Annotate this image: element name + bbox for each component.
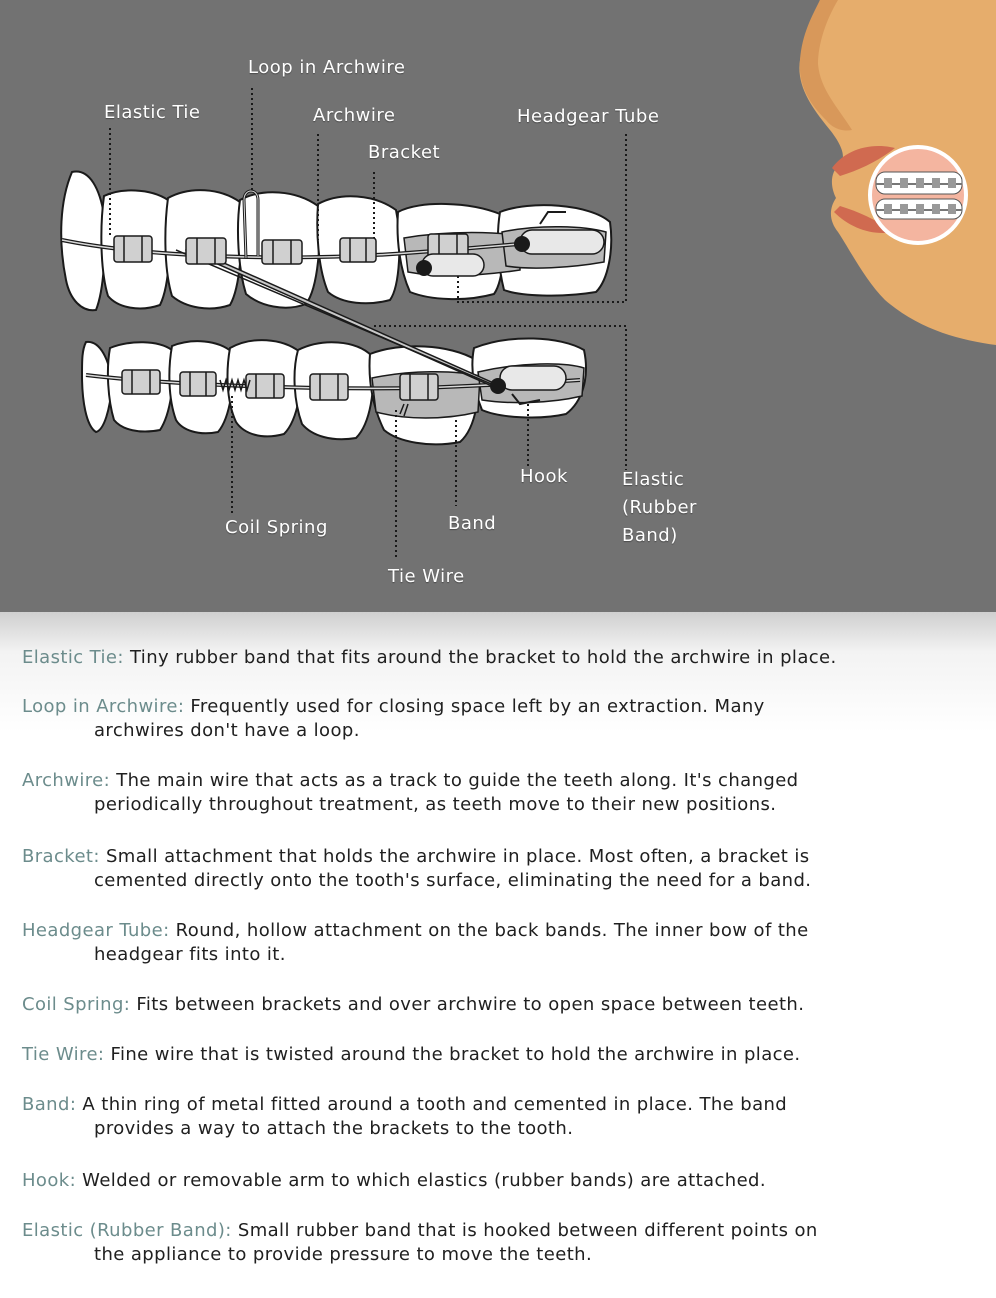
glossary-definition: The main wire that acts as a track to guide the teeth along. It's changed (110, 770, 799, 791)
glossary-definition-cont: archwires don't have a loop. (94, 720, 360, 741)
glossary-term: Archwire: (22, 770, 111, 791)
glossary-term: Loop in Archwire: (22, 696, 185, 717)
label-elastic-line2: (Rubber (622, 497, 697, 518)
glossary-term: Hook: (22, 1170, 77, 1191)
glossary-entry-archwire (22, 769, 977, 817)
label-loop-in-archwire: Loop in Archwire (248, 57, 406, 78)
label-hook: Hook (520, 466, 568, 487)
glossary-definition: Welded or removable arm to which elastics (rubber bands) are attached. (76, 1170, 766, 1191)
glossary-entry-band (22, 1093, 977, 1141)
glossary-definition: Fits between brackets and over archwire to open space between teeth. (130, 994, 805, 1015)
glossary-definition: Fine wire that is twisted around the bracket to hold the archwire in place. (104, 1044, 801, 1065)
glossary-definition: A thin ring of metal fitted around a tooth and cemented in place. The band (76, 1094, 788, 1115)
label-coil-spring: Coil Spring (225, 517, 328, 538)
glossary-entry-elastic-rubber-band (22, 1219, 977, 1267)
teeth-illustration (0, 0, 996, 612)
face-profile (799, 0, 996, 345)
glossary-definition-cont: headgear fits into it. (94, 944, 286, 965)
glossary-term: Coil Spring: (22, 994, 131, 1015)
glossary-definition: Small rubber band that is hooked between different points on (231, 1220, 818, 1241)
glossary-entry-headgear-tube (22, 919, 977, 967)
glossary (0, 612, 996, 1298)
label-headgear-tube: Headgear Tube (517, 106, 660, 127)
glossary-entry-elastic-tie (22, 646, 977, 670)
glossary-term: Elastic (Rubber Band): (22, 1220, 232, 1241)
glossary-definition-cont: provides a way to attach the brackets to the tooth. (94, 1118, 574, 1139)
glossary-definition-cont: the appliance to provide pressure to move the teeth. (94, 1244, 593, 1265)
label-elastic-line1: Elastic (622, 469, 685, 490)
label-bracket: Bracket (368, 142, 441, 163)
glossary-definition: Tiny rubber band that fits around the bracket to hold the archwire in place. (123, 647, 837, 668)
glossary-entry-hook (22, 1169, 977, 1193)
glossary-definition-cont: periodically throughout treatment, as teeth move to their new positions. (94, 794, 777, 815)
label-elastic-line3: Band) (622, 525, 678, 546)
glossary-term: Headgear Tube: (22, 920, 170, 941)
glossary-term: Band: (22, 1094, 77, 1115)
glossary-entry-loop-in-archwire (22, 695, 977, 743)
glossary-term: Tie Wire: (22, 1044, 105, 1065)
label-band: Band (448, 513, 497, 534)
label-archwire: Archwire (313, 105, 396, 126)
glossary-term: Bracket: (22, 846, 100, 867)
glossary-entry-coil-spring (22, 993, 977, 1017)
glossary-term: Elastic Tie: (22, 647, 124, 668)
glossary-definition: Round, hollow attachment on the back bands. The inner bow of the (169, 920, 809, 941)
braces-diagram (0, 0, 996, 612)
glossary-definition: Frequently used for closing space left by an extraction. Many (184, 696, 765, 717)
glossary-entry-tie-wire (22, 1043, 977, 1067)
label-tie-wire: Tie Wire (388, 566, 465, 587)
glossary-definition-cont: cemented directly onto the tooth's surface, eliminating the need for a band. (94, 870, 812, 891)
label-elastic-tie: Elastic Tie (104, 102, 201, 123)
glossary-definition: Small attachment that holds the archwire in place. Most often, a bracket is (99, 846, 810, 867)
glossary-entry-bracket (22, 845, 977, 893)
